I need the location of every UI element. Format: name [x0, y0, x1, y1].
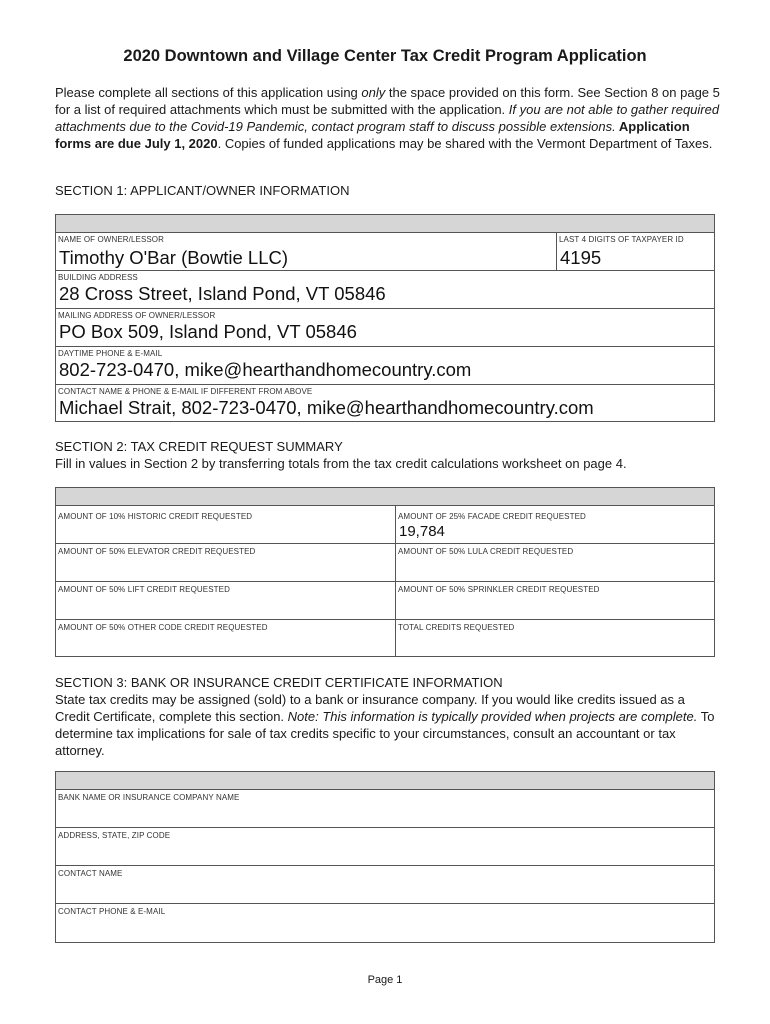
sprinkler-credit-label: AMOUNT OF 50% SPRINKLER CREDIT REQUESTED [398, 585, 600, 594]
credit-row-4 [56, 620, 714, 657]
bank-contact-phone-label: CONTACT PHONE & E-MAIL [58, 907, 166, 916]
historic-credit-field[interactable] [56, 506, 396, 543]
building-address-label: BUILDING ADDRESS [58, 273, 138, 282]
contact-value: Michael Strait, 802-723-0470, mike@hearthandhomecountry.com [59, 397, 594, 418]
bank-contact-phone-field[interactable] [56, 904, 714, 943]
contact-field[interactable] [56, 385, 714, 422]
owner-field[interactable] [56, 233, 557, 270]
section1-form [55, 214, 715, 422]
total-credits-label: TOTAL CREDITS REQUESTED [398, 623, 515, 632]
section3-title: SECTION 3: BANK OR INSURANCE CREDIT CERTIFICATE INFORMATION [55, 675, 503, 690]
section1-header-bar [56, 215, 714, 233]
elevator-credit-field[interactable] [56, 544, 396, 581]
owner-row [56, 233, 714, 271]
building-address-field[interactable] [56, 271, 714, 309]
section2-title: SECTION 2: TAX CREDIT REQUEST SUMMARY [55, 439, 343, 454]
page-number: Page 1 [367, 974, 403, 986]
section1-title: SECTION 1: APPLICANT/OWNER INFORMATION [55, 183, 350, 198]
phone-email-field[interactable] [56, 347, 714, 385]
section3-form [55, 771, 715, 943]
bank-contact-name-label: CONTACT NAME [58, 869, 123, 878]
phone-email-value: 802-723-0470, mike@hearthandhomecountry.com [59, 359, 472, 380]
building-address-value: 28 Cross Street, Island Pond, VT 05846 [59, 283, 386, 304]
section3-paragraph: State tax credits may be assigned (sold) to a bank or insurance company. If you would like credits issued as a Credit Certificate, complete this section. Note: This information is typically provided when projects are complete. To determine tax implications for sale of tax credits specific to your circumstances, consult an accountant or tax attorney. [55, 692, 715, 758]
historic-credit-label: AMOUNT OF 10% HISTORIC CREDIT REQUESTED [58, 512, 253, 521]
section2-form [55, 487, 715, 657]
mailing-address-label: MAILING ADDRESS OF OWNER/LESSOR [58, 311, 216, 320]
lift-credit-field[interactable] [56, 582, 396, 619]
taxpayer-id-value: 4195 [560, 247, 602, 268]
sprinkler-credit-field[interactable] [396, 582, 714, 619]
credit-row-2 [56, 544, 714, 582]
mailing-address-field[interactable] [56, 309, 714, 347]
other-code-credit-field[interactable] [56, 620, 396, 657]
credit-row-3 [56, 582, 714, 620]
bank-name-label: BANK NAME OR INSURANCE COMPANY NAME [58, 793, 240, 802]
facade-credit-label: AMOUNT OF 25% FACADE CREDIT REQUESTED [398, 512, 586, 521]
section3-header-bar [56, 772, 714, 790]
mailing-address-value: PO Box 509, Island Pond, VT 05846 [59, 321, 357, 342]
lula-credit-label: AMOUNT OF 50% LULA CREDIT REQUESTED [398, 547, 574, 556]
credit-row-1 [56, 506, 714, 544]
taxpayer-id-label: LAST 4 DIGITS OF TAXPAYER ID [559, 235, 684, 244]
bank-address-label: ADDRESS, STATE, ZIP CODE [58, 831, 171, 840]
section2-subtitle: Fill in values in Section 2 by transferring totals from the tax credit calculations worksheet on page 4. [55, 456, 627, 471]
total-credits-field[interactable] [396, 620, 714, 657]
lula-credit-field[interactable] [396, 544, 714, 581]
page-title: 2020 Downtown and Village Center Tax Credit Program Application [123, 47, 647, 65]
facade-credit-field[interactable] [396, 506, 714, 543]
elevator-credit-label: AMOUNT OF 50% ELEVATOR CREDIT REQUESTED [58, 547, 256, 556]
section2-header-bar [56, 488, 714, 506]
bank-name-field[interactable] [56, 790, 714, 828]
owner-label: NAME OF OWNER/LESSOR [58, 235, 165, 244]
contact-label: CONTACT NAME & PHONE & E-MAIL IF DIFFERENT FROM ABOVE [58, 387, 313, 396]
owner-value: Timothy O'Bar (Bowtie LLC) [59, 247, 289, 268]
bank-address-field[interactable] [56, 828, 714, 866]
other-code-credit-label: AMOUNT OF 50% OTHER CODE CREDIT REQUESTED [58, 623, 268, 632]
phone-email-label: DAYTIME PHONE & E-MAIL [58, 349, 163, 358]
lift-credit-label: AMOUNT OF 50% LIFT CREDIT REQUESTED [58, 585, 230, 594]
intro-paragraph: Please complete all sections of this application using only the space provided on this form. See Section 8 on page 5 for a list of required attachments which must be submitted with the application. If you are not able to gather required attachments due to the Covid-19 Pandemic, contact program staff to discuss possible extensions. Application forms are due July 1, 2020. Copies of funded applications may be shared with the Vermont Department of Taxes. [55, 85, 720, 151]
taxpayer-id-field[interactable] [557, 233, 714, 270]
bank-contact-name-field[interactable] [56, 866, 714, 904]
facade-credit-value: 19,784 [399, 523, 445, 540]
